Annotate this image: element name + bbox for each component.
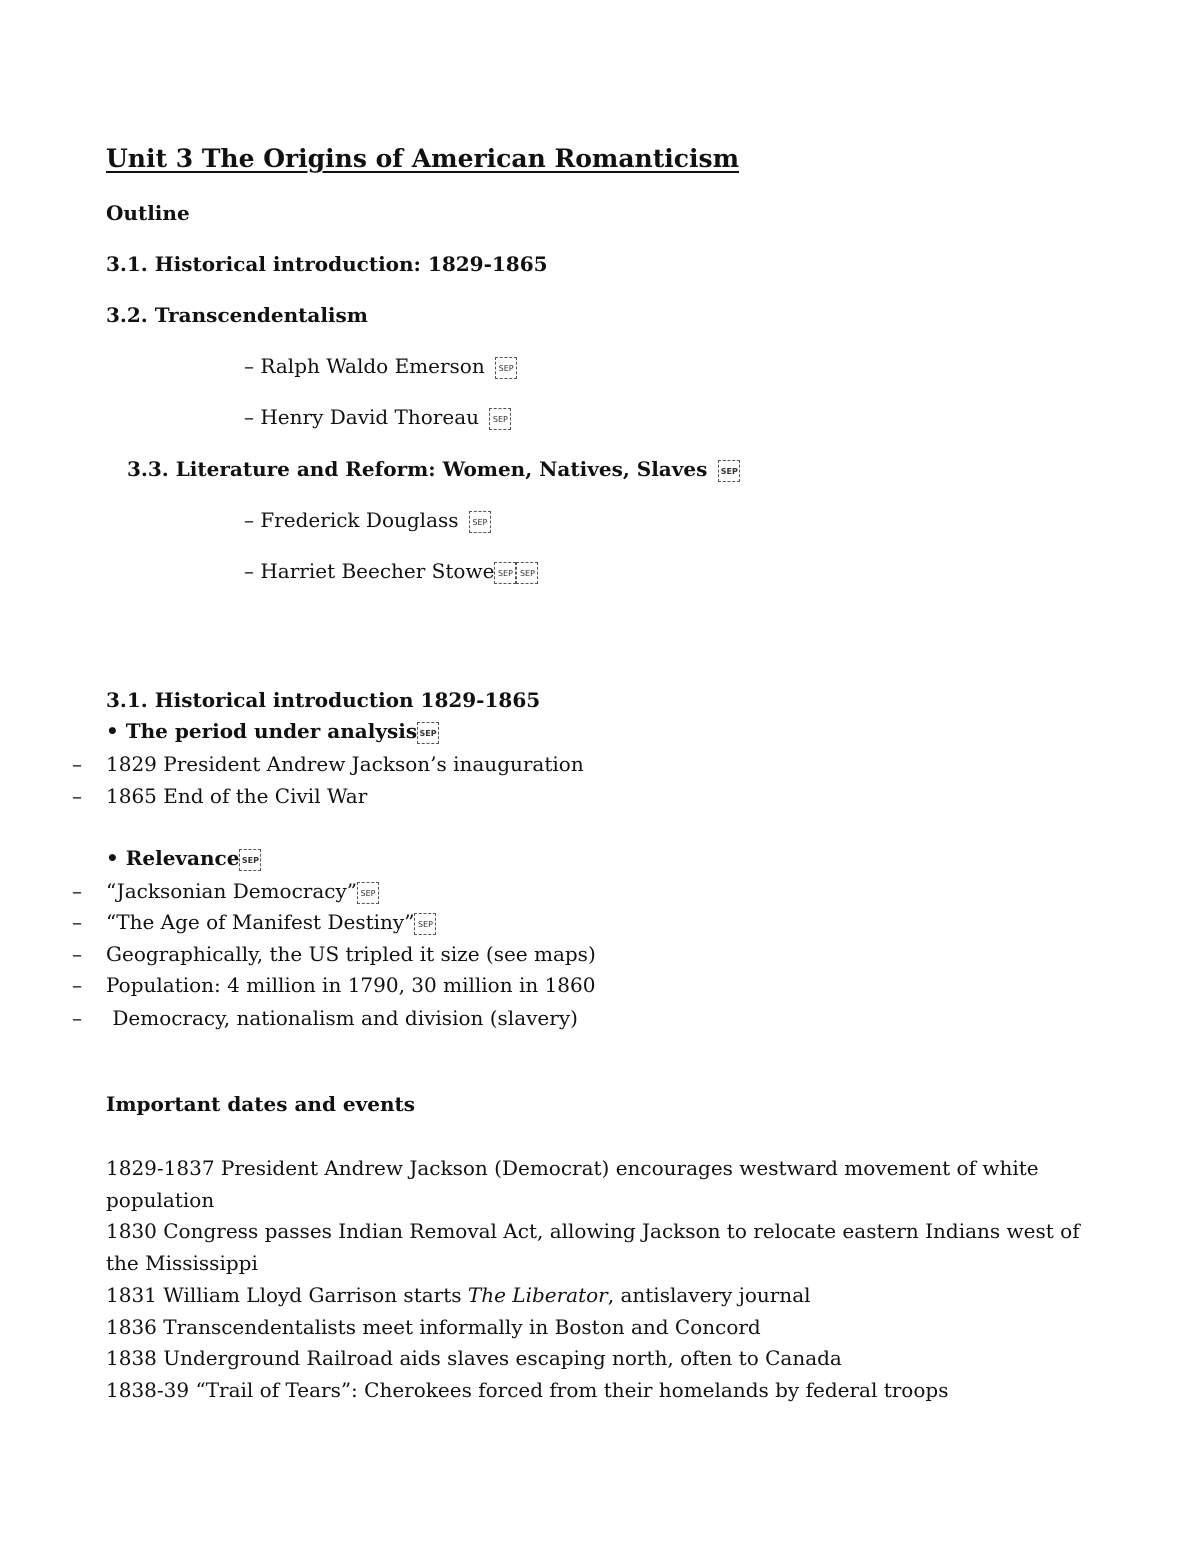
heading-text: • The period under analysis <box>106 719 418 743</box>
entry-text: 1831 William Lloyd Garrison starts <box>106 1283 468 1307</box>
heading-text: • Relevance <box>106 846 240 870</box>
dash-bullet: – <box>244 354 254 378</box>
entry-text: , antislavery journal <box>607 1283 811 1307</box>
sep-control-glyph: SEP <box>469 511 491 533</box>
period-heading <box>106 718 439 744</box>
sep-control-glyph: SEP <box>357 882 379 904</box>
date-entry: 1838-39 “Trail of Tears”: Cherokees forced from their homelands by federal troops <box>106 1378 949 1402</box>
sep-control-glyph: SEP <box>494 562 516 584</box>
outline-subitem-emerson <box>244 353 517 379</box>
outline-item-3-2: 3.2. Transcendentalism <box>106 303 368 327</box>
dash-bullet: – <box>72 910 82 934</box>
outline-subitem-stowe <box>244 558 538 584</box>
dash-bullet: – <box>244 508 254 532</box>
dash-bullet: – <box>72 752 82 776</box>
date-entry-continued: the Mississippi <box>106 1251 258 1275</box>
sep-control-glyph: SEP <box>489 408 511 430</box>
dash-bullet: – <box>72 973 82 997</box>
sep-control-glyph: SEP <box>516 562 538 584</box>
subitem-text: Henry David Thoreau <box>260 405 480 429</box>
date-entry: 1836 Transcendentalists meet informally in Boston and Concord <box>106 1315 761 1339</box>
subitem-text: Harriet Beecher Stowe <box>260 559 495 583</box>
outline-subitem-thoreau <box>244 404 511 430</box>
item-text: “The Age of Manifest Destiny” <box>106 910 415 934</box>
relevance-item <box>106 878 379 904</box>
period-item: 1829 President Andrew Jackson’s inauguration <box>106 752 584 776</box>
date-entry: 1830 Congress passes Indian Removal Act, allowing Jackson to relocate eastern Indians west of <box>106 1219 1080 1243</box>
dash-bullet: – <box>72 784 82 808</box>
relevance-heading <box>106 845 261 871</box>
relevance-item: Democracy, nationalism and division (slavery) <box>106 1006 578 1030</box>
relevance-item: Population: 4 million in 1790, 30 million in 1860 <box>106 973 596 997</box>
dates-heading: Important dates and events <box>106 1092 416 1116</box>
item-text: 3.3. Literature and Reform: Women, Natives, Slaves <box>127 457 708 481</box>
section-3-1-heading: 3.1. Historical introduction 1829-1865 <box>106 688 541 712</box>
relevance-item: Geographically, the US tripled it size (see maps) <box>106 942 596 966</box>
subitem-text: Frederick Douglass <box>260 508 459 532</box>
dash-bullet: – <box>244 559 254 583</box>
outline-item-3-3 <box>127 456 740 482</box>
page-title: Unit 3 The Origins of American Romanticism <box>106 144 740 173</box>
outline-heading: Outline <box>106 201 190 225</box>
date-entry: 1838 Underground Railroad aids slaves escaping north, often to Canada <box>106 1346 842 1370</box>
date-entry <box>106 1282 811 1308</box>
sep-control-glyph: SEP <box>239 849 261 871</box>
dash-bullet: – <box>72 942 82 966</box>
sep-control-glyph: SEP <box>414 913 436 935</box>
item-text: “Jacksonian Democracy” <box>106 879 357 903</box>
outline-subitem-douglass <box>244 507 491 533</box>
dash-bullet: – <box>72 879 82 903</box>
sep-control-glyph: SEP <box>417 722 439 744</box>
sep-control-glyph: SEP <box>718 460 740 482</box>
date-entry: 1829-1837 President Andrew Jackson (Democrat) encourages westward movement of white <box>106 1156 1039 1180</box>
sep-control-glyph: SEP <box>495 357 517 379</box>
dash-bullet: – <box>72 1006 82 1030</box>
relevance-item <box>106 909 436 935</box>
date-entry-continued: population <box>106 1188 215 1212</box>
period-item: 1865 End of the Civil War <box>106 784 368 808</box>
dash-bullet: – <box>244 405 254 429</box>
outline-item-3-1: 3.1. Historical introduction: 1829-1865 <box>106 252 548 276</box>
subitem-text: Ralph Waldo Emerson <box>260 354 485 378</box>
journal-title: The Liberator <box>467 1283 608 1307</box>
